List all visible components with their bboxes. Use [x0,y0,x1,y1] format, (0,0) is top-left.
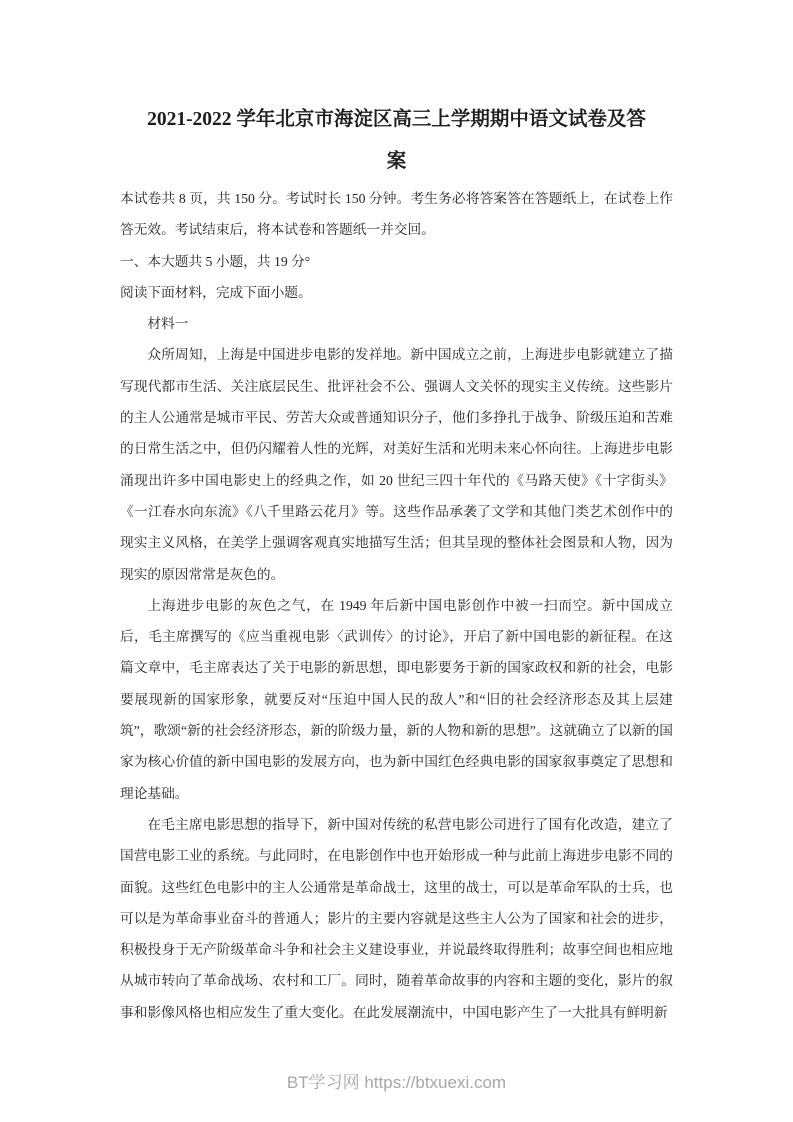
document-title [120,99,673,183]
material-paragraph-1: 众所周知，上海是中国进步电影的发祥地。新中国成立之前，上海进步电影就建立了描写现代都市生活、关注底层民生、批评社会不公、强调人文关怀的现实主义传统。这些影片的主人公通常是城市平民、劳苦大众或普通知识分子，他们多挣扎于战争、阶级压迫和苦难的日常生活之中，但仍闪耀着人性的光辉，对美好生活和光明未来心怀向往。上海进步电影涌现出许多中国电影史上的经典之作，如 20 世纪三四十年代的《马路天使》《十字街头》《一江春水向东流》《八千里路云花月》等。这些作品承袭了文学和其他门类艺术创作中的现实主义风格，在美学上强调客观真实地描写生活；但其呈现的整体社会图景和人物，因为现实的原因常常是灰色的。 [120,347,673,582]
material-paragraph-2: 上海进步电影的灰色之气，在 1949 年后新中国电影创作中被一扫而空。新中国成立后，毛主席撰写的《应当重视电影〈武训传〉的讨论》，开启了新中国电影的新征程。在这篇文章中，毛主席表达了关于电影的新思想，即电影要务于新的国家政权和新的社会，电影要展现新的国家形象，就要反对“压迫中国人民的敌人”和“旧的社会经济形态及其上层建筑”，歌颂“新的社会经济形态，新的阶级力量，新的人物和新的思想”。这就确立了以新的国家为核心价值的新中国电影的发展方向，也为新中国红色经典电影的国家叙事奠定了思想和理论基础。 [120,597,673,801]
footer-site-link[interactable]: BT学习网 https://btxuexi.com [286,1073,507,1092]
section-heading: 一、本大题共 5 小题，共 19 分° [120,253,311,269]
exam-instructions: 本试卷共 8 页，共 150 分。考试时长 150 分钟。考生务必将答案答在答题纸上，在试卷上作答无效。考试结束后，将本试卷和答题纸一并交回。 [120,191,673,238]
page-footer [0,1068,793,1093]
document-title-line-1: 2021-2022 学年北京市海淀区高三上学期期中语文试卷及答 [147,109,646,130]
document-title-line-2: 案 [386,151,407,172]
document-content [120,99,673,1028]
material-label: 材料一 [147,316,189,332]
reading-instruction: 阅读下面材料，完成下面小题。 [120,284,312,300]
document-body [120,183,673,1028]
material-paragraph-3: 在毛主席电影思想的指导下，新中国对传统的私营电影公司进行了国有化改造，建立了国营电影工业的系统。与此同时，在电影创作中也开始形成一种与此前上海进步电影不同的面貌。这些红色电影中的主人公通常是革命战士，这里的战士，可以是革命军队的士兵，也可以是为革命事业奋斗的普通人；影片的主要内容就是这些主人公为了国家和社会的进步，积极投身于无产阶级革命斗争和社会主义建设事业，并说最终取得胜利；故事空间也相应地从城市转向了革命战场、农村和工厂。同时，随着革命故事的内容和主题的变化，影片的叙事和影像风格也相应发生了重大变化。在此发展潮流中，中国电影产生了一大批具有鲜明新 [120,816,673,1020]
